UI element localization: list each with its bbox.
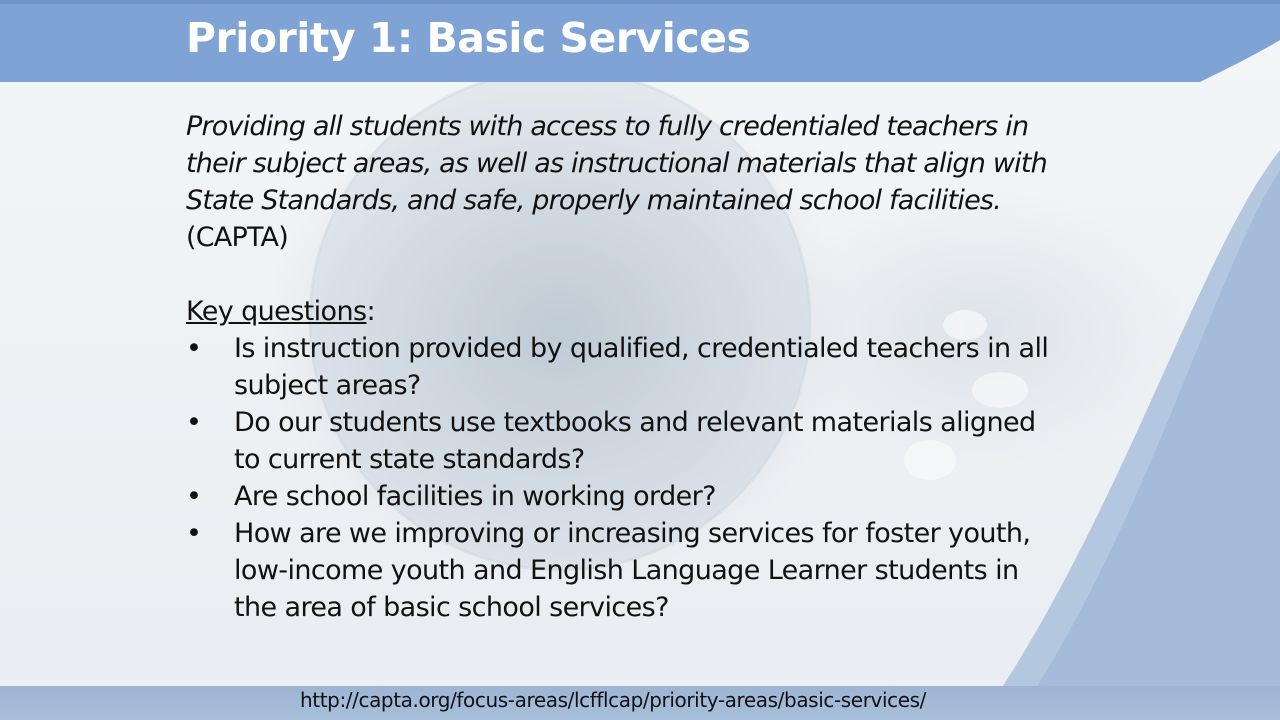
bullet-icon: •: [186, 407, 202, 438]
bullet-icon: •: [186, 518, 202, 549]
question-text: How are we improving or increasing services for foster youth, low-income youth and English Language Learner students in the area of basic school services?: [234, 518, 1031, 623]
list-item: [186, 404, 1066, 478]
key-questions-colon: :: [366, 296, 375, 327]
slide-title: Priority 1: Basic Services: [186, 14, 751, 62]
question-text: Is instruction provided by qualified, credentialed teachers in all subject areas?: [234, 333, 1049, 401]
list-item: [186, 478, 1066, 515]
question-text: Do our students use textbooks and relevant materials aligned to current state standards?: [234, 407, 1036, 475]
slide-content: [186, 108, 1066, 626]
intro-paragraph: [186, 108, 1066, 256]
question-text: Are school facilities in working order?: [234, 481, 716, 512]
bullet-icon: •: [186, 333, 202, 364]
key-questions-list: [186, 330, 1066, 626]
list-item: [186, 330, 1066, 404]
intro-source: (CAPTA): [186, 222, 288, 253]
bullet-icon: •: [186, 481, 202, 512]
footer-source-link[interactable]: http://capta.org/focus-areas/lcfflcap/priority-areas/basic-services/: [300, 688, 926, 712]
key-questions-label: Key questions: [186, 296, 367, 327]
list-item: [186, 515, 1066, 626]
intro-definition: Providing all students with access to fully credentialed teachers in their subject areas, as well as instructional materials that align with State Standards, and safe, properly maintained school facilities.: [186, 111, 1047, 216]
key-questions-heading: [186, 293, 1066, 330]
